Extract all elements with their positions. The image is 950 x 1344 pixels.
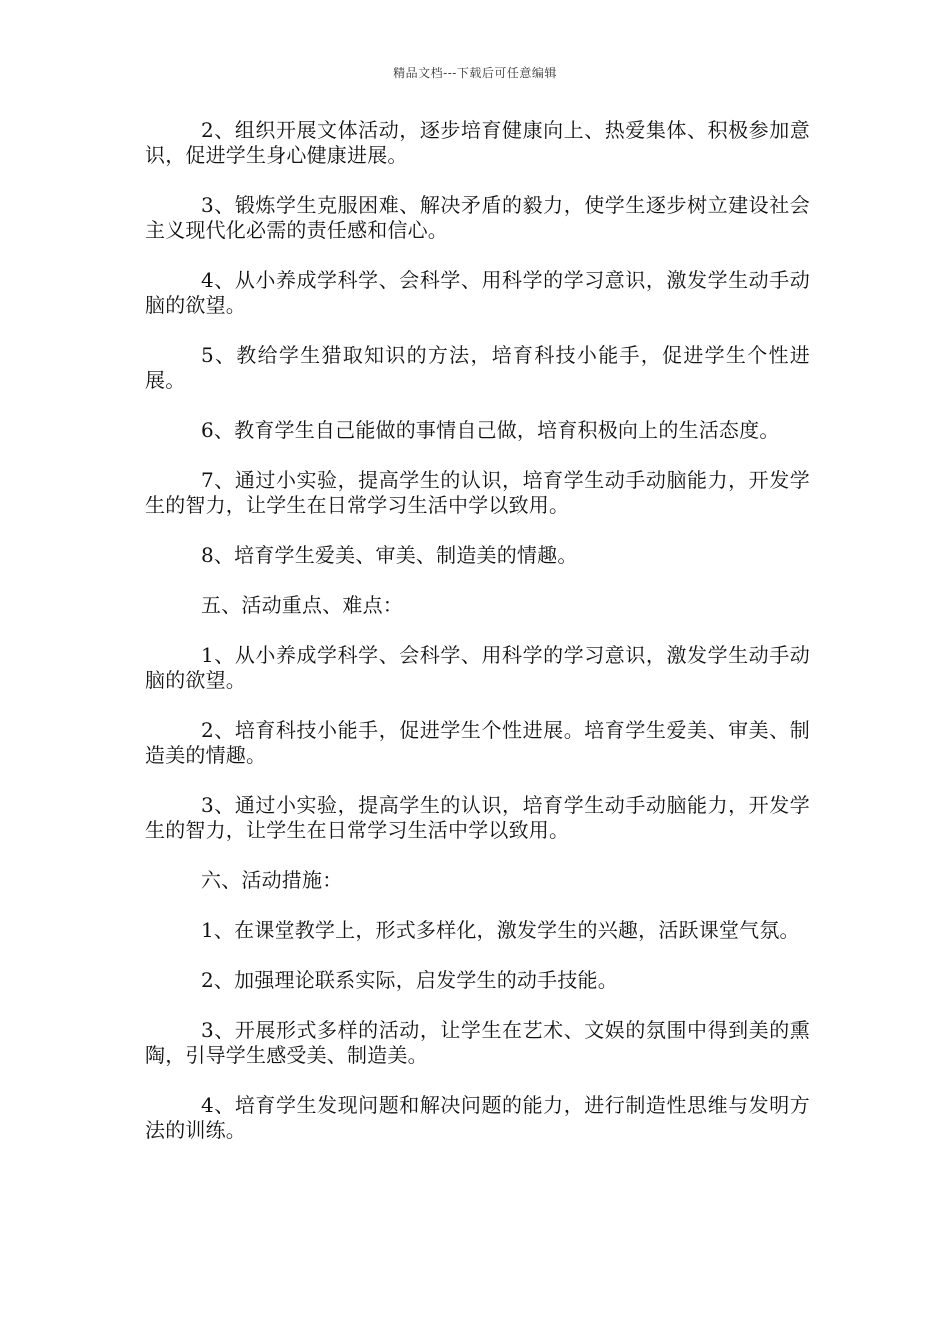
section-heading-key-points: 五、活动重点、难点： <box>201 593 403 617</box>
paragraph-measure-4: 4、培育学生发现问题和解决问题的能力，进行制造性思维与发明方法的训练。 <box>145 1093 810 1142</box>
paragraph-key-point-3: 3、通过小实验，提高学生的认识，培育学生动手动脑能力，开发学生的智力，让学生在日常学习生活中学以致用。 <box>145 793 810 842</box>
paragraph-key-point-2: 2、培育科技小能手，促进学生个性进展。培育学生爱美、审美、制造美的情趣。 <box>145 718 810 767</box>
document-body <box>145 118 810 1168</box>
paragraph-measure-1: 1、在课堂教学上，形式多样化，激发学生的兴趣，活跃课堂气氛。 <box>201 918 800 942</box>
paragraph-goal-7: 7、通过小实验，提高学生的认识，培育学生动手动脑能力，开发学生的智力，让学生在日常学习生活中学以致用。 <box>145 468 810 517</box>
page-header: 精品文档---下载后可任意编辑 <box>393 66 557 80</box>
section-heading-measures: 六、活动措施： <box>201 868 343 892</box>
paragraph-goal-3: 3、锻炼学生克服困难、解决矛盾的毅力，使学生逐步树立建设社会主义现代化必需的责任感和信心。 <box>145 193 810 242</box>
paragraph-measure-3: 3、开展形式多样的活动，让学生在艺术、文娱的氛围中得到美的熏陶，引导学生感受美、制造美。 <box>145 1018 810 1067</box>
paragraph-measure-2: 2、加强理论联系实际，启发学生的动手技能。 <box>201 968 618 992</box>
paragraph-goal-6: 6、教育学生自己能做的事情自己做，培育积极向上的生活态度。 <box>201 418 780 442</box>
paragraph-goal-2: 2、组织开展文体活动，逐步培育健康向上、热爱集体、积极参加意识，促进学生身心健康进展。 <box>145 118 810 167</box>
paragraph-goal-4: 4、从小养成学科学、会科学、用科学的学习意识，激发学生动手动脑的欲望。 <box>145 268 810 317</box>
paragraph-key-point-1: 1、从小养成学科学、会科学、用科学的学习意识，激发学生动手动脑的欲望。 <box>145 643 810 692</box>
paragraph-goal-5: 5、教给学生猎取知识的方法，培育科技小能手，促进学生个性进展。 <box>145 343 810 392</box>
paragraph-goal-8: 8、培育学生爱美、审美、制造美的情趣。 <box>201 543 578 567</box>
